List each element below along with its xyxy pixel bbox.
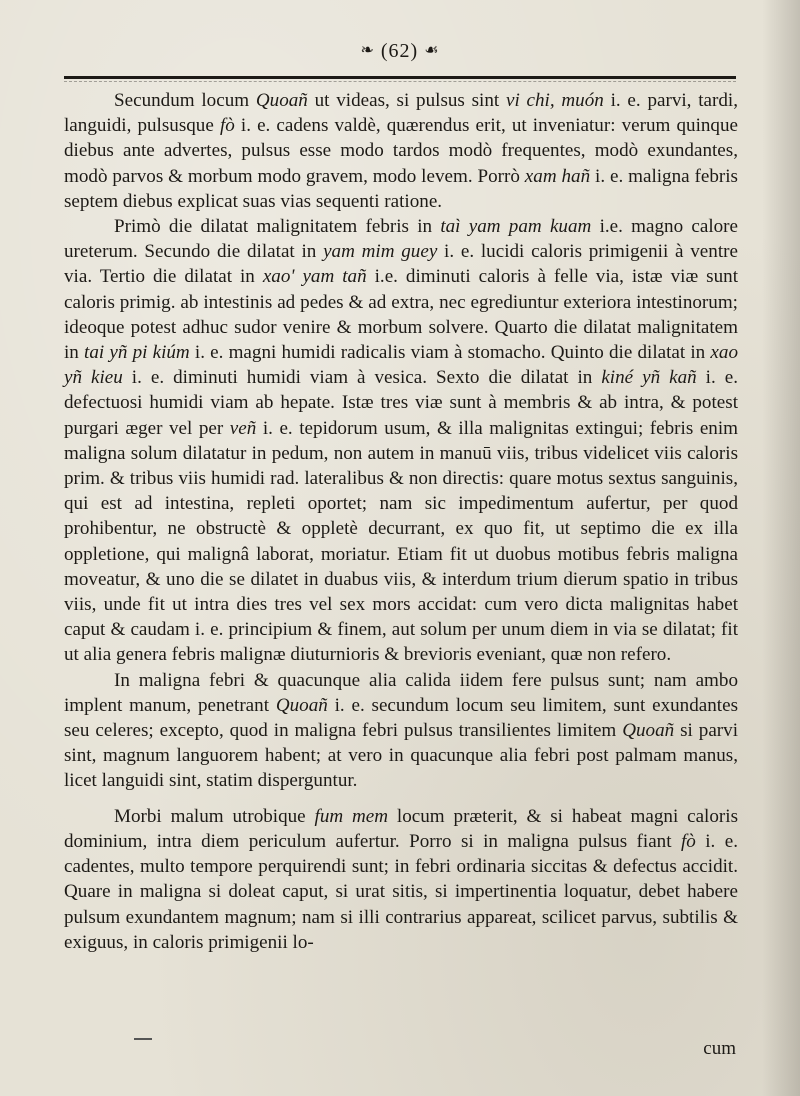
italic-term: taì yam pam kuam (440, 216, 592, 238)
italic-term: xao yñ kieu (64, 342, 738, 389)
text-run: locum præterit, & si habeat magni caloris dominium, intra diem periculum aufertur. Porro si in maligna pulsus fiant (64, 805, 738, 852)
text-run: i. e. magni humidi radicalis viam à stomacho. Quinto die dilatat in (189, 342, 711, 364)
italic-term: Quoañ (622, 720, 675, 742)
ornament-left-icon: ❧ (360, 42, 375, 59)
text-run: In maligna febri & quacunque alia calida iidem fere pulsus sunt; nam ambo implent manum, penetrant (64, 669, 738, 716)
italic-term: yam mim guey (323, 241, 438, 263)
body-text (64, 88, 738, 955)
ornament-right-icon: ☙ (424, 42, 440, 59)
italic-term: fò (680, 830, 696, 852)
footer-mark (134, 1038, 152, 1040)
italic-term: xam hañ (524, 165, 591, 187)
text-run: Secundum locum (114, 90, 256, 111)
italic-term: Quoañ (275, 694, 328, 716)
text-run: i. e. lucidi caloris primigenii à ventre via. Tertio die dilatat in (64, 241, 738, 288)
page-number: (62) (380, 40, 419, 62)
page-edge-shadow (762, 0, 800, 1096)
header-rule (64, 76, 736, 79)
text-run: ut videas, si pulsus sint (307, 90, 506, 111)
text-run: i. e. cadentes, multo tempore perquirendi sunt; in febri ordinaria siccitas & defectus accidit. Quare in maligna si doleat caput, si urat sitis, si impertinentia loquatur, debet habere pulsum exundantem magnum; nam si illi contrarius appareat, scilicet parvus, subtilis & exiguus, in caloris primigenii lo- (64, 830, 738, 953)
italic-term: veñ (229, 417, 257, 439)
italic-term: xao' yam tañ (262, 266, 367, 288)
italic-term: kiné yñ kañ (601, 367, 697, 389)
italic-term: fò (219, 115, 235, 137)
italic-term: tai yñ pi kiúm (84, 342, 190, 364)
paragraph (64, 88, 738, 214)
text-run: i. e. maligna febris septem diebus explicat suas vias sequenti ratione. (64, 165, 738, 212)
text-run: i.e. magno calore ureterum. Secundo die dilatat in (64, 216, 739, 263)
text-run: Morbi malum utrobique (114, 805, 315, 827)
text-run: i. e. secundum locum seu limitem, sunt exundantes seu celeres; excepto, quod in maligna febri pulsus transilientes limitem (64, 694, 738, 742)
text-run: i. e. cadens valdè, quærendus erit, ut inveniatur: verum quinque diebus ante advertes, pulsus esse modo tardos modò frequentes, modò exundantes, modò parvos & morbum modo gravem, modo levem. Porrò (64, 115, 738, 187)
text-run: i. e. defectuosi humidi viam ab hepate. Istæ tres viæ sunt à membris & ab intra, & potest purgari æger vel per (64, 367, 738, 439)
paragraph (64, 804, 738, 955)
page-header (0, 40, 800, 63)
text-run: i. e. tepidorum usum, & illa malignitas extingui; febris enim maligna solum dilatatur in pedum, non autem in manuū viis, tribus videlicet viis caloris prim. & tribus viis humidi rad. lateralibus & non directis: quare motus sextus sanguinis, qui est ad intestina, repleti oportet; nam sic impedimentum aufertur, per quod prohibentur, ne obstructè & oppletè decurrant, ex quo fit, ut septimo die ex illa oppletione, qui malignâ laborat, moriatur. Etiam fit ut duobus motibus febris maligna moveatur, & uno die se dilatet in duabus viis, & interdum trium dierum spatio in tribus viis, unde fit ut intra dies tres vel sex mors accidat: cum vero dicta malignitas habet caput & caudam i. e. principium & finem, aut solum per unum diem in via se dilatat; fit ut alia genera febris malignæ diuturnioris & brevioris eveniant, quæ non refero. (64, 417, 738, 666)
italic-term: Quoañ (255, 90, 308, 111)
text-run: i. e. diminuti humidi viam à vesica. Sexto die dilatat in (122, 367, 602, 389)
paragraph (64, 668, 738, 794)
italic-term: fum mem (314, 805, 389, 827)
text-run: si parvi sint, magnum languorem habent; at vero in quacunque alia febri post palmam manus, licet languidi sint, statim disperguntur. (64, 720, 739, 792)
text-run: i. e. parvi, tardi, languidi, pulsusque (64, 90, 738, 137)
text-run: Primò die dilatat malignitatem febris in (114, 216, 441, 238)
italic-term: vi chi, muón (505, 90, 604, 111)
paragraph (64, 214, 738, 668)
catchword: cum (703, 1038, 736, 1059)
text-run: i.e. diminuti caloris à felle via, istæ viæ sunt caloris primig. ab intestinis ad pedes & ad extra, nec egrediuntur exteriora intestinorum; ideoque potest adhuc sudor venire & morbum solvere. Quarto die dilatat malignitatem in (64, 266, 738, 364)
